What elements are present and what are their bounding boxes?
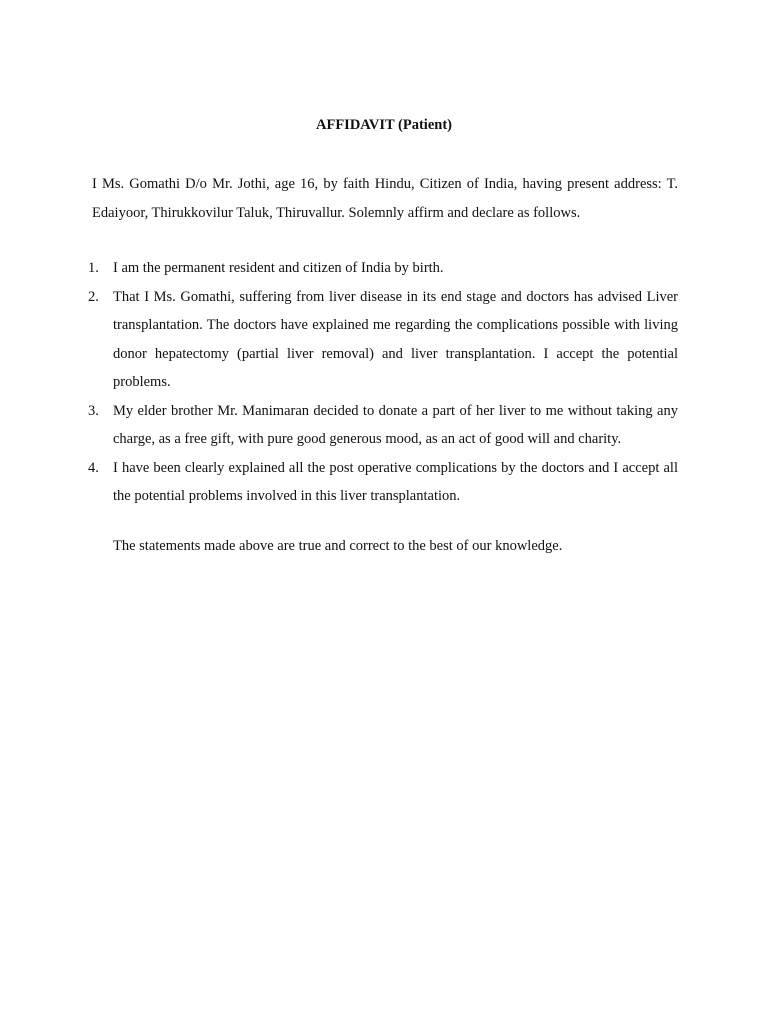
- list-item-number: 4.: [88, 459, 99, 476]
- list-item-number: 3.: [88, 402, 99, 419]
- list-item-text: I have been clearly explained all the post operative complications by the doctors and I accept all the potential problems involved in this liver transplantation.: [113, 459, 678, 504]
- list-item: [88, 454, 678, 511]
- list-item-text: I am the permanent resident and citizen of India by birth.: [113, 260, 444, 276]
- list-item-text: My elder brother Mr. Manimaran decided to donate a part of her liver to me without taking any charge, as a free gift, with pure good generous mood, as an act of good will and charity.: [113, 402, 678, 447]
- document-title: AFFIDAVIT (Patient): [315, 117, 452, 133]
- declaration-list: [88, 254, 678, 511]
- list-item: [88, 283, 678, 397]
- list-item-text: That I Ms. Gomathi, suffering from liver disease in its end stage and doctors has advised Liver transplantation. The doctors have explained me regarding the complications possible with living donor hepatectomy (partial liver removal) and liver transplantation. I accept the potential problems.: [113, 288, 678, 390]
- list-item-number: 2.: [88, 288, 99, 305]
- closing-statement: The statements made above are true and correct to the best of our knowledge.: [113, 538, 563, 554]
- intro-paragraph: I Ms. Gomathi D/o Mr. Jothi, age 16, by faith Hindu, Citizen of India, having present address: T. Edaiyoor, Thirukkovilur Taluk, Thiruvallur. Solemnly affirm and declare as follows.: [92, 176, 678, 221]
- list-item: [88, 397, 678, 454]
- list-item: [88, 254, 678, 283]
- list-item-number: 1.: [88, 260, 99, 276]
